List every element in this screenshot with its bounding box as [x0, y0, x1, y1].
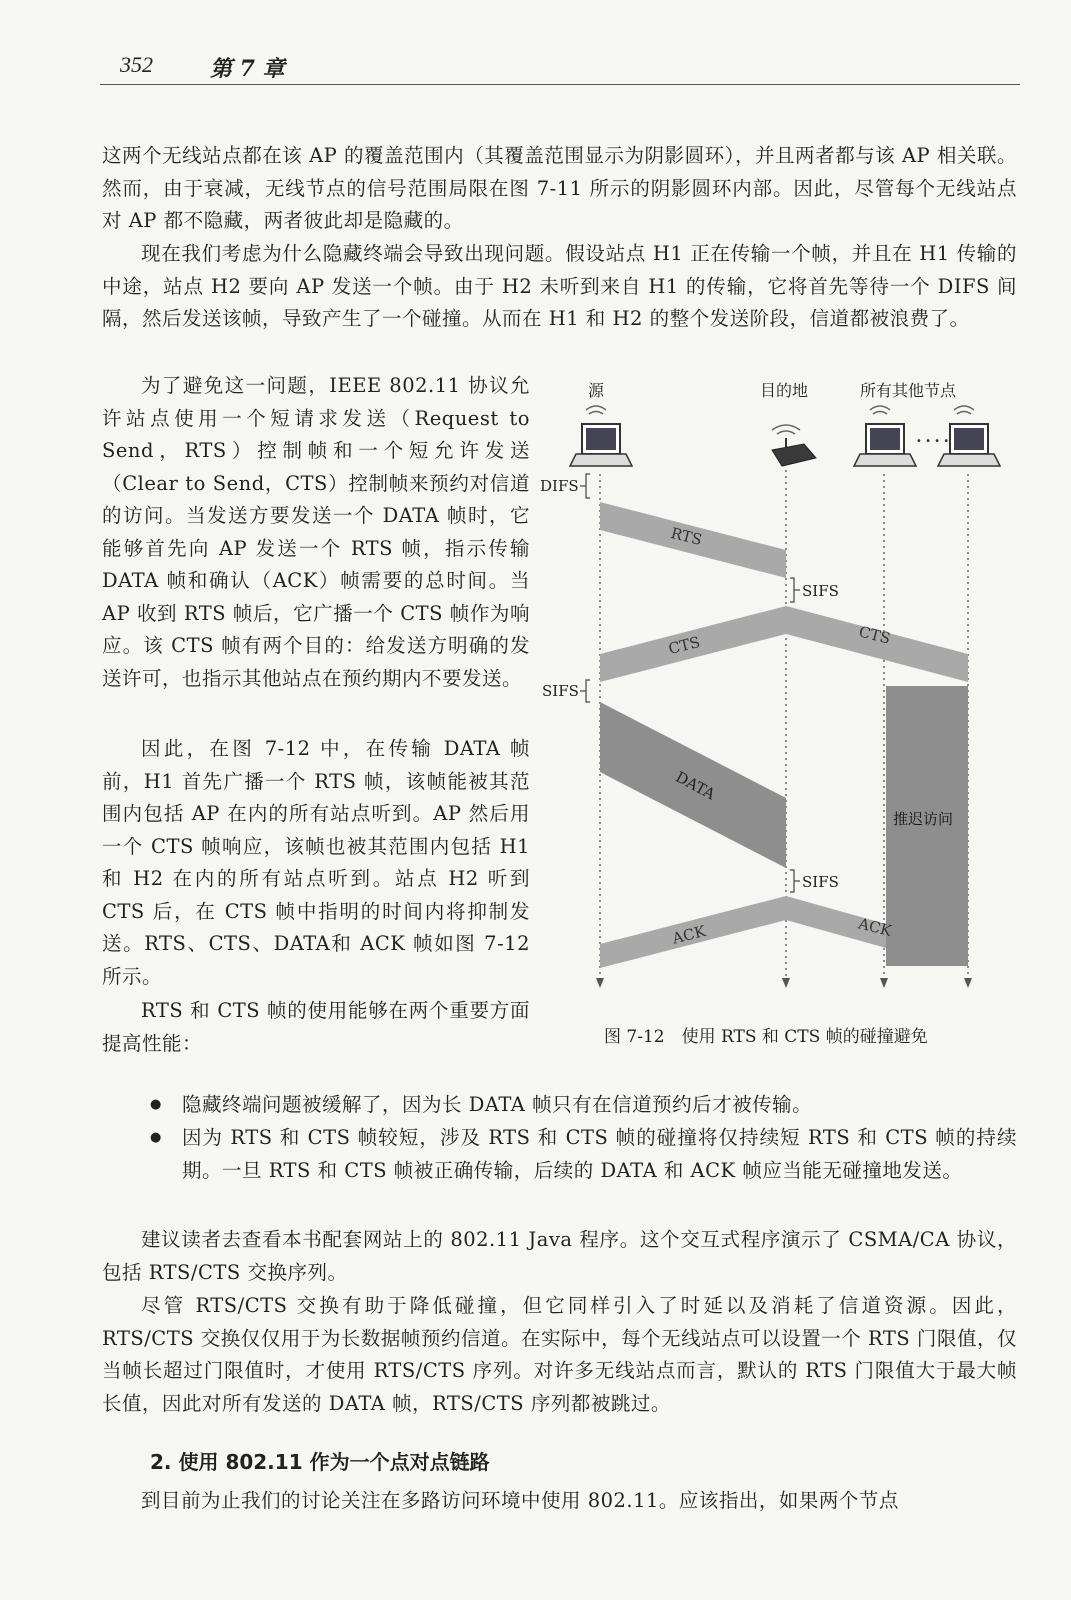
arrowhead [782, 978, 790, 988]
sifs-label: SIFS [542, 682, 579, 700]
paragraph-2: 现在我们考虑为什么隐藏终端会导致出现问题。假设站点 H1 正在传输一个帧，并且在 H1 传输的中途，站点 H2 要向 AP 发送一个帧。由于 H2 未听到来自 H1 的传输，它将首先等待一个 DIFS 间隔，然后发送该帧，导致产生了一个碰撞。从而在 H1 和 H2 的整个发送阶段，信道都被浪费了。 [102, 242, 1017, 330]
bullet-list [130, 1088, 1017, 1187]
paragraph-1: 这两个无线站点都在该 AP 的覆盖范围内（其覆盖范围显示为阴影圆环），并且两者都与该 AP 相关联。然而，由于衰减，无线节点的信号范围局限在图 7-11 所示的阴影圆环内部。因此，尽管每个无线站点对 AP 都不隐藏，两者彼此却是隐藏的。 [102, 144, 1017, 232]
header-rule [100, 84, 1020, 85]
paragraph-4: 因此，在图 7-12 中，在传输 DATA 帧前，H1 首先广播一个 RTS 帧，该帧能被其范围内包括 AP 在内的所有站点听到。AP 然后用一个 CTS 帧响应，该帧也被其范围内包括 H1 和 H2 在内的所有站点听到。站点 H2 听到 CTS 后，在 CTS 帧中指明的时间内将抑制发送。RTS、CTS、DATA和 ACK 帧如图 7-12 所示。 [102, 737, 530, 988]
arrowhead [964, 978, 972, 988]
figure-7-12 [538, 382, 1018, 1072]
paragraph-8: 到目前为止我们的讨论关注在多路访问环境中使用 802.11。应该指出，如果两个节点 [141, 1489, 899, 1512]
cts-label: CTS [857, 622, 893, 648]
paragraph-6: 建议读者去查看本书配套网站上的 802.11 Java 程序。这个交互式程序演示了 CSMA/CA 协议，包括 RTS/CTS 交换序列。 [102, 1228, 1017, 1284]
sifs-bracket [790, 870, 794, 892]
ack-label: ACK [856, 914, 894, 940]
bullet-item: ● 因为 RTS 和 CTS 帧较短，涉及 RTS 和 CTS 帧的碰撞将仅持续短 RTS 和 CTS 帧的持续期。一旦 RTS 和 CTS 帧被正确传输，后续的 DATA 和 ACK 帧应当能无碰撞地发送。 [130, 1121, 1017, 1187]
destination-label: 目的地 [760, 382, 809, 400]
data-label: DATA [672, 767, 719, 804]
sifs-bracket [790, 578, 794, 602]
sifs-label: SIFS [802, 873, 839, 891]
defer-access-label: 推迟访问 [893, 810, 954, 828]
ack-label: ACK [670, 922, 708, 948]
figure-caption: 图 7-12 使用 RTS 和 CTS 帧的碰撞避免 [604, 1027, 928, 1047]
laptop-icon [854, 406, 916, 466]
sifs-bracket [586, 680, 590, 702]
chapter-label: 第 7 章 [210, 56, 285, 82]
difs-label: DIFS [540, 477, 579, 495]
paragraph-5: RTS 和 CTS 帧的使用能够在两个重要方面提高性能： [102, 999, 530, 1055]
rts-label: RTS [669, 524, 704, 550]
page-number: 352 [120, 52, 153, 77]
cts-label: CTS [666, 632, 702, 659]
sifs-label: SIFS [802, 582, 839, 600]
arrowhead [880, 978, 888, 988]
others-label: 所有其他节点 [860, 382, 957, 400]
rts-cts-diagram [538, 382, 1018, 1012]
paragraph-3: 为了避免这一问题，IEEE 802.11 协议允许站点使用一个短请求发送（Request to Send，RTS）控制帧和一个短允许发送（Clear to Send，CTS）控制帧来预约对信道的访问。当发送方要发送一个 DATA 帧时，它能够首先向 AP 发送一个 RTS 帧，指示传输 DATA 帧和确认（ACK）帧需要的总时间。当 AP 收到 RTS 帧后，它广播一个 CTS 帧作为响应。该 CTS 帧有两个目的：给发送方明确的发送许可，也指示其他站点在预约期内不要发送。 [102, 374, 530, 690]
ellipsis-dots: • • • • [916, 436, 950, 447]
difs-bracket [586, 474, 590, 498]
bullet-item: ● 隐藏终端问题被缓解了，因为长 DATA 帧只有在信道预约后才被传输。 [130, 1088, 1017, 1121]
paragraph-7: 尽管 RTS/CTS 交换有助于降低碰撞，但它同样引入了时延以及消耗了信道资源。因此，RTS/CTS 交换仅仅用于为长数据帧预约信道。在实际中，每个无线站点可以设置一个 RTS 门限值，仅当帧长超过门限值时，才使用 RTS/CTS 序列。对许多无线站点而言，默认的 RTS 门限值大于最大帧长值，因此对所有发送的 DATA 帧，RTS/CTS 序列都被跳过。 [102, 1294, 1017, 1415]
laptop-icon [570, 406, 632, 466]
page-header [120, 48, 1020, 88]
access-point-icon [772, 425, 816, 466]
arrowhead [596, 978, 604, 988]
section-title: 2. 使用 802.11 作为一个点对点链路 [150, 1450, 490, 1474]
source-label: 源 [588, 382, 605, 400]
